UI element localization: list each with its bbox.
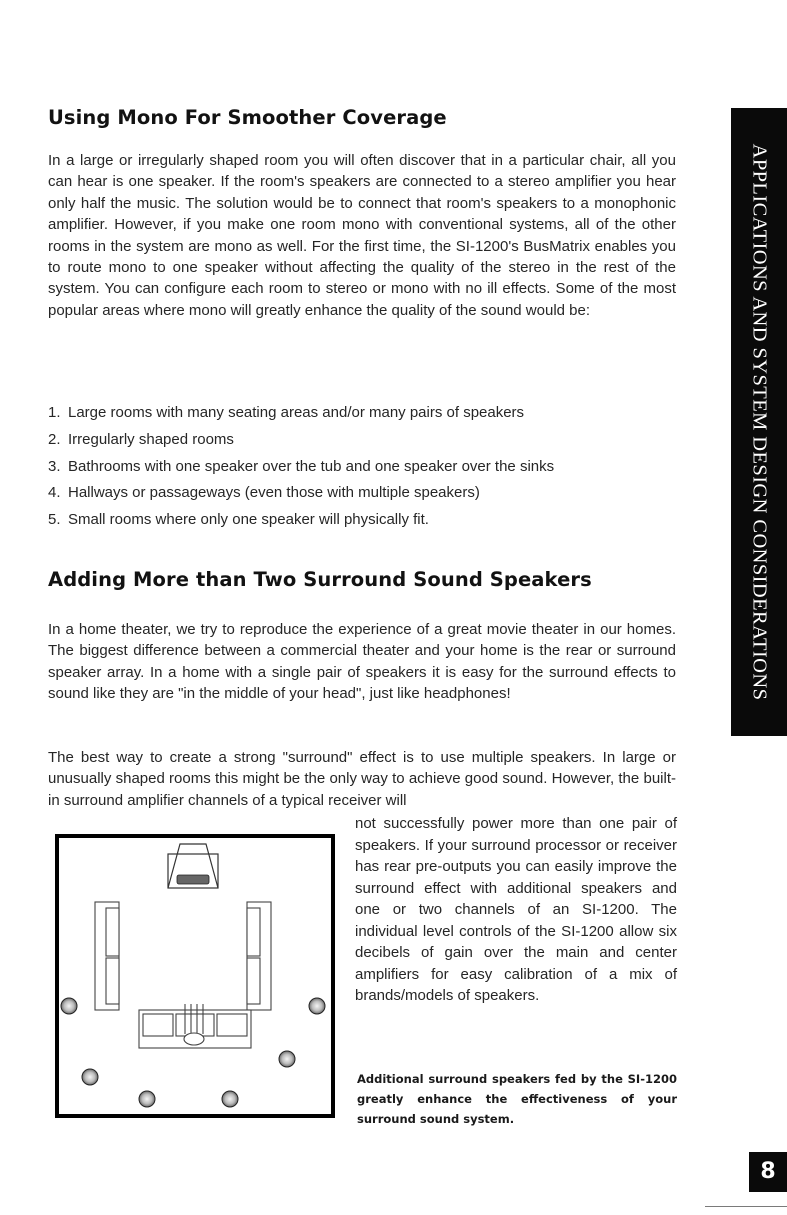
list-item [48,400,668,427]
list-item [48,480,668,507]
list-item-number: 3. [48,457,61,475]
list-item-text: Bathrooms with one speaker over the tub and one speaker over the sinks [68,457,555,475]
list-item-number: 4. [48,484,61,502]
list-item-number: 1. [48,404,61,421]
list-item-text: Small rooms where only one speaker will physically fit. [68,511,429,529]
list-item [48,454,668,481]
section-heading-surround: Adding More than Two Surround Sound Speakers [48,568,592,591]
left-chair-icon [95,902,119,1010]
list-item-text: Large rooms with many seating areas and/or many pairs of speakers [68,404,525,421]
page-number: 8 [749,1152,787,1192]
mono-paragraph: In a large or irregularly shaped room you will often discover that in a particular chair, all you can hear is one speaker. If the room's speakers are connected to a stereo amplifier you hear only half the music. The solution would be to connect that room's speakers to a monophonic amplifier. However, if you make one room mono with conventional systems, all of the other rooms in the system are mono as well. For the first time, the SI-1200's BusMatrix enables you to route mono to one speaker without affecting the quality of the stereo in the rest of the system. You can configure each room to stereo or mono with no ill effects. Some of the most popular areas where mono will greatly enhance the quality of the sound would be: [48,152,676,319]
mono-areas-list [48,400,668,534]
list-item-text: Irregularly shaped rooms [68,430,234,448]
list-item [48,427,668,454]
right-chair-icon [247,902,271,1010]
chapter-side-tab [731,108,787,736]
page-number-rule [705,1206,787,1207]
figure-caption: Additional surround speakers fed by the SI-1200 greatly enhance the effectiveness of your surround sound system. [357,1072,677,1126]
surround-paragraph-2: The best way to create a strong "surround" effect is to use multiple speakers. In large or unusually shaped rooms this might be the only way to achieve good sound. However, the built-in surround amplifier channels of a typical receiver will [48,749,676,809]
room-layout-diagram [55,834,335,1118]
surround-paragraph-1: In a home theater, we try to reproduce the experience of a great movie theater in our homes. The biggest difference between a commercial theater and your home is the rear or surround speaker array. In a home with a single pair of speakers it is easy for the surround effects to sound like they are "in the middle of your head", just like headphones! [48,621,676,703]
surround-paragraph-2-continued: not successfully power more than one pair of speakers. If your surround processor or receiver has rear pre-outputs you can easily improve the surround effect with additional speakers and one or two channels of an SI-1200. The individual level controls of the SI-1200 allow six decibels of gain over the main and center amplifiers for easy calibration of a mix of brands/models of speakers. [355,815,677,1004]
list-item-number: 2. [48,430,61,448]
sofa-icon [139,1004,251,1048]
chapter-tab-label: APPLICATIONS AND SYSTEM DESIGN CONSIDERATIONS [748,143,771,701]
list-item [48,507,668,534]
list-item-text: Hallways or passageways (even those with multiple speakers) [68,484,480,502]
section-heading-mono: Using Mono For Smoother Coverage [48,106,447,129]
list-item-number: 5. [48,511,61,529]
